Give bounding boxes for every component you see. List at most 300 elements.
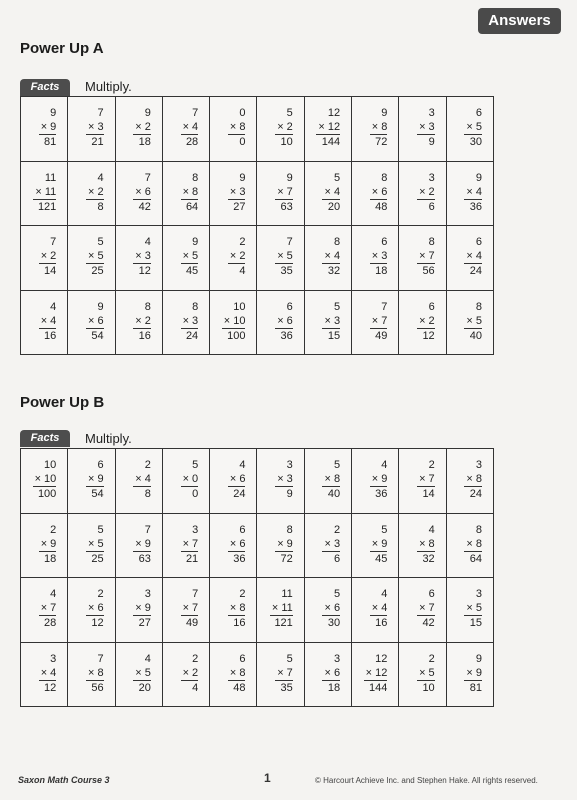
fact-cell xyxy=(116,643,163,708)
multiplicand: 5 xyxy=(333,171,341,184)
product: 100 xyxy=(227,329,246,342)
footer-copyright: © Harcourt Achieve Inc. and Stephen Hake. All rights reserved. xyxy=(315,776,538,785)
multiplication-problem xyxy=(275,106,293,149)
multiplicand: 7 xyxy=(192,588,199,600)
multiplier: × 7 xyxy=(419,473,435,485)
multiplication-problem xyxy=(464,587,482,630)
facts-tab-b: Facts xyxy=(20,430,70,447)
product: 42 xyxy=(422,617,435,629)
multiplier: × 6 xyxy=(87,314,104,327)
multiplier: × 6 xyxy=(135,185,151,198)
product: 12 xyxy=(138,265,151,277)
multiplication-problem xyxy=(417,171,435,214)
multiplication-problem xyxy=(370,587,388,630)
product: 42 xyxy=(138,200,151,213)
multiplication-problem xyxy=(181,106,199,149)
multiplicand: 7 xyxy=(97,652,104,665)
multiplicand: 6 xyxy=(475,236,482,248)
product: 64 xyxy=(469,552,482,565)
product: 32 xyxy=(327,265,341,277)
multiplier: × 4 xyxy=(466,250,482,262)
product: 24 xyxy=(185,329,199,342)
multiplier: × 9 xyxy=(40,121,57,133)
multiplier: × 7 xyxy=(371,314,388,327)
fact-cell xyxy=(305,291,352,356)
product: 9 xyxy=(286,488,293,500)
product: 28 xyxy=(44,617,57,629)
multiplication-problem xyxy=(181,523,199,566)
multiplier: × 3 xyxy=(182,314,199,327)
fact-cell xyxy=(210,162,257,227)
multiplication-problem xyxy=(322,458,340,501)
multiplier: × 8 xyxy=(182,185,199,198)
multiplier: × 3 xyxy=(324,314,341,327)
multiplier: × 2 xyxy=(182,666,199,679)
multiplier: × 9 xyxy=(40,537,57,550)
multiplicand: 12 xyxy=(375,652,388,665)
footer-page-number: 1 xyxy=(264,771,271,785)
multiplication-problem xyxy=(417,235,435,278)
multiplication-problem xyxy=(228,523,246,566)
multiplicand: 5 xyxy=(192,459,199,471)
product: 30 xyxy=(469,136,482,148)
multiplication-problem xyxy=(270,587,293,630)
product: 56 xyxy=(91,681,104,694)
fact-cell xyxy=(257,449,304,514)
multiplier: × 6 xyxy=(277,314,293,327)
multiplication-problem xyxy=(181,235,199,278)
fact-cell xyxy=(68,226,115,291)
product: 121 xyxy=(274,617,293,629)
multiplier: × 9 xyxy=(87,473,104,485)
product: 36 xyxy=(233,552,246,565)
multiplication-problem xyxy=(133,235,151,278)
multiplicand: 12 xyxy=(327,107,341,119)
multiplier: × 5 xyxy=(87,537,104,550)
product: 25 xyxy=(91,552,104,565)
multiplier: × 5 xyxy=(466,602,482,614)
multiplicand: 4 xyxy=(381,459,388,471)
multiplicand: 6 xyxy=(239,652,246,665)
product: 12 xyxy=(91,617,104,629)
product: 0 xyxy=(239,136,246,148)
product: 45 xyxy=(375,552,388,565)
multiplier: × 4 xyxy=(324,250,341,262)
multiplier: × 3 xyxy=(419,121,435,133)
fact-cell xyxy=(399,97,446,162)
multiplicand: 5 xyxy=(381,523,388,536)
product: 40 xyxy=(469,329,482,342)
product: 48 xyxy=(233,681,246,694)
multiplicand: 8 xyxy=(144,300,151,313)
multiplicand: 4 xyxy=(50,588,57,600)
product: 20 xyxy=(327,200,341,213)
multiplication-problem xyxy=(133,523,151,566)
multiplication-problem xyxy=(417,587,435,630)
product: 14 xyxy=(44,265,57,277)
multiplicand: 9 xyxy=(475,652,482,665)
multiplicand: 2 xyxy=(239,236,246,248)
multiplication-problem xyxy=(417,458,435,501)
fact-cell xyxy=(305,226,352,291)
multiplier: × 3 xyxy=(87,121,104,133)
product: 35 xyxy=(280,265,293,277)
multiplier: × 9 xyxy=(135,537,151,550)
multiplicand: 3 xyxy=(286,459,293,471)
multiplier: × 2 xyxy=(135,121,151,133)
fact-cell xyxy=(116,226,163,291)
product: 24 xyxy=(233,488,246,500)
fact-cell xyxy=(447,291,494,356)
multiplier: × 7 xyxy=(40,602,57,614)
multiplication-problem xyxy=(86,171,104,214)
fact-cell xyxy=(21,162,68,227)
multiplicand: 6 xyxy=(475,107,482,119)
product: 81 xyxy=(44,136,57,148)
multiplication-problem xyxy=(370,458,388,501)
fact-cell xyxy=(68,162,115,227)
multiplicand: 3 xyxy=(428,107,435,119)
product: 100 xyxy=(37,488,57,500)
multiplication-problem xyxy=(228,587,246,630)
fact-cell xyxy=(163,291,210,356)
footer-book-title: Saxon Math Course 3 xyxy=(18,775,110,785)
product: 21 xyxy=(91,136,104,148)
multiplicand: 9 xyxy=(286,171,293,184)
product: 36 xyxy=(375,488,388,500)
multiplicand: 9 xyxy=(50,107,57,119)
product: 16 xyxy=(138,329,151,342)
multiplier: × 7 xyxy=(419,250,435,262)
product: 0 xyxy=(192,488,199,500)
fact-cell xyxy=(257,578,304,643)
multiplier: × 4 xyxy=(135,473,151,485)
multiplication-problem xyxy=(275,652,293,695)
multiplier: × 6 xyxy=(229,473,246,485)
multiplication-problem xyxy=(464,235,482,278)
multiplier: × 5 xyxy=(87,250,104,262)
fact-cell xyxy=(399,226,446,291)
multiplication-problem xyxy=(86,235,104,278)
product: 16 xyxy=(44,329,57,342)
instruction-a: Multiply. xyxy=(85,79,132,94)
fact-cell xyxy=(210,514,257,579)
fact-cell xyxy=(210,643,257,708)
multiplicand: 9 xyxy=(239,171,246,184)
fact-cell xyxy=(447,97,494,162)
multiplication-problem xyxy=(33,458,57,501)
multiplication-problem xyxy=(133,652,151,695)
product: 18 xyxy=(327,681,341,694)
product: 56 xyxy=(422,265,435,277)
product: 32 xyxy=(422,552,435,565)
multiplicand: 9 xyxy=(144,107,151,119)
fact-cell xyxy=(257,514,304,579)
multiplier: × 4 xyxy=(182,121,199,133)
multiplication-problem xyxy=(275,235,293,278)
multiplier: × 5 xyxy=(182,250,199,262)
fact-cell xyxy=(352,514,399,579)
fact-cell xyxy=(257,97,304,162)
fact-cell xyxy=(352,162,399,227)
multiplication-problem xyxy=(133,106,151,149)
multiplicand: 4 xyxy=(144,652,151,665)
multiplier: × 8 xyxy=(229,121,246,133)
product: 35 xyxy=(280,681,293,694)
multiplicand: 8 xyxy=(192,300,199,313)
multiplier: × 8 xyxy=(324,473,341,485)
multiplicand: 7 xyxy=(50,236,57,248)
multiplier: × 3 xyxy=(135,250,151,262)
multiplication-problem xyxy=(86,300,104,343)
multiplier: × 2 xyxy=(40,250,57,262)
fact-cell xyxy=(305,97,352,162)
facts-grid-a xyxy=(20,96,494,355)
multiplication-problem xyxy=(228,458,246,501)
fact-cell xyxy=(305,578,352,643)
multiplicand: 7 xyxy=(381,300,388,313)
multiplication-problem xyxy=(133,587,151,630)
fact-cell xyxy=(68,643,115,708)
fact-cell xyxy=(21,226,68,291)
multiplication-problem xyxy=(228,171,246,214)
product: 30 xyxy=(327,617,341,629)
multiplication-problem xyxy=(370,106,388,149)
multiplier: × 5 xyxy=(277,250,293,262)
multiplier: × 10 xyxy=(223,314,246,327)
fact-cell xyxy=(21,291,68,356)
fact-cell xyxy=(210,226,257,291)
fact-cell xyxy=(21,578,68,643)
multiplicand: 8 xyxy=(286,523,293,536)
product: 72 xyxy=(375,136,388,148)
multiplication-problem xyxy=(464,300,482,343)
fact-cell xyxy=(163,514,210,579)
product: 21 xyxy=(185,552,199,565)
multiplicand: 6 xyxy=(428,300,435,313)
multiplicand: 11 xyxy=(281,588,293,600)
multiplier: × 9 xyxy=(371,537,388,550)
product: 6 xyxy=(428,200,435,213)
fact-cell xyxy=(305,162,352,227)
fact-cell xyxy=(116,162,163,227)
multiplier: × 11 xyxy=(271,602,293,614)
fact-cell xyxy=(352,643,399,708)
multiplicand: 2 xyxy=(239,588,246,600)
product: 16 xyxy=(375,617,388,629)
multiplication-problem xyxy=(417,523,435,566)
multiplier: × 7 xyxy=(419,602,435,614)
product: 54 xyxy=(91,329,104,342)
fact-cell xyxy=(399,643,446,708)
multiplicand: 5 xyxy=(97,236,104,248)
multiplication-problem xyxy=(181,652,199,695)
product: 63 xyxy=(280,200,293,213)
multiplicand: 3 xyxy=(144,588,151,600)
fact-cell xyxy=(352,578,399,643)
product: 18 xyxy=(44,552,57,565)
fact-cell xyxy=(447,226,494,291)
multiplier: × 8 xyxy=(466,537,482,550)
multiplier: × 6 xyxy=(324,602,341,614)
multiplication-problem xyxy=(370,300,388,343)
product: 18 xyxy=(138,136,151,148)
multiplication-problem xyxy=(322,235,340,278)
multiplier: × 5 xyxy=(466,121,482,133)
multiplication-problem xyxy=(228,106,246,149)
product: 64 xyxy=(185,200,199,213)
fact-cell xyxy=(163,162,210,227)
multiplicand: 4 xyxy=(381,588,388,600)
fact-cell xyxy=(163,226,210,291)
multiplication-problem xyxy=(322,171,340,214)
fact-cell xyxy=(116,578,163,643)
product: 12 xyxy=(422,329,435,342)
product: 40 xyxy=(327,488,341,500)
multiplier: × 12 xyxy=(365,666,388,679)
multiplicand: 3 xyxy=(475,588,482,600)
multiplicand: 6 xyxy=(428,588,435,600)
multiplier: × 6 xyxy=(371,185,388,198)
fact-cell xyxy=(447,449,494,514)
multiplication-problem xyxy=(417,652,435,695)
multiplicand: 2 xyxy=(97,588,104,600)
multiplication-problem xyxy=(322,300,340,343)
multiplicand: 9 xyxy=(97,300,104,313)
multiplier: × 8 xyxy=(229,602,246,614)
multiplication-problem xyxy=(181,171,199,214)
fact-cell xyxy=(447,643,494,708)
multiplication-problem xyxy=(464,106,482,149)
multiplier: × 3 xyxy=(371,250,388,262)
multiplier: × 5 xyxy=(419,666,435,679)
multiplier: × 7 xyxy=(277,185,293,198)
fact-cell xyxy=(257,291,304,356)
product: 144 xyxy=(321,136,341,148)
fact-cell xyxy=(399,578,446,643)
multiplicand: 7 xyxy=(192,107,199,119)
multiplicand: 4 xyxy=(428,523,435,536)
fact-cell xyxy=(68,97,115,162)
multiplier: × 5 xyxy=(466,314,482,327)
product: 72 xyxy=(280,552,293,565)
multiplication-problem xyxy=(275,300,293,343)
multiplication-problem xyxy=(417,106,435,149)
fact-cell xyxy=(210,578,257,643)
fact-cell xyxy=(68,449,115,514)
multiplicand: 4 xyxy=(50,300,57,313)
multiplier: × 11 xyxy=(35,185,57,198)
fact-cell xyxy=(399,291,446,356)
product: 36 xyxy=(469,200,482,213)
fact-cell xyxy=(447,514,494,579)
multiplicand: 5 xyxy=(286,107,293,119)
fact-cell xyxy=(399,162,446,227)
product: 6 xyxy=(333,552,341,565)
multiplicand: 9 xyxy=(381,107,388,119)
multiplier: × 2 xyxy=(229,250,246,262)
multiplication-problem xyxy=(275,171,293,214)
multiplication-problem xyxy=(364,652,388,695)
fact-cell xyxy=(68,578,115,643)
fact-cell xyxy=(399,514,446,579)
multiplication-problem xyxy=(86,652,104,695)
multiplicand: 5 xyxy=(333,588,341,600)
multiplication-problem xyxy=(181,458,199,501)
fact-cell xyxy=(116,449,163,514)
multiplier: × 0 xyxy=(182,473,199,485)
multiplicand: 6 xyxy=(97,459,104,471)
fact-cell xyxy=(210,97,257,162)
multiplicand: 8 xyxy=(381,171,388,184)
multiplication-problem xyxy=(370,523,388,566)
product: 9 xyxy=(428,136,435,148)
product: 28 xyxy=(185,136,199,148)
product: 8 xyxy=(144,488,151,500)
multiplier: × 4 xyxy=(324,185,341,198)
product: 144 xyxy=(369,681,388,694)
fact-cell xyxy=(352,226,399,291)
multiplication-problem xyxy=(322,587,340,630)
fact-cell xyxy=(399,449,446,514)
multiplication-problem xyxy=(86,523,104,566)
multiplier: × 4 xyxy=(466,185,482,198)
section-title-power-up-b: Power Up B xyxy=(20,394,105,411)
product: 12 xyxy=(44,681,57,694)
multiplication-problem xyxy=(133,171,151,214)
product: 15 xyxy=(327,329,341,342)
multiplication-problem xyxy=(39,235,57,278)
facts-grid-b xyxy=(20,448,494,707)
fact-cell xyxy=(163,643,210,708)
multiplier: × 4 xyxy=(371,602,388,614)
multiplier: × 6 xyxy=(229,537,246,550)
multiplicand: 10 xyxy=(233,300,246,313)
fact-cell xyxy=(163,578,210,643)
multiplication-problem xyxy=(86,458,104,501)
multiplier: × 2 xyxy=(87,185,104,198)
multiplier: × 9 xyxy=(277,537,293,550)
multiplicand: 9 xyxy=(475,171,482,184)
multiplication-problem xyxy=(181,587,199,630)
multiplication-problem xyxy=(464,523,482,566)
multiplier: × 3 xyxy=(277,473,293,485)
product: 25 xyxy=(91,265,104,277)
multiplicand: 4 xyxy=(97,171,104,184)
multiplicand: 2 xyxy=(192,652,199,665)
multiplication-problem xyxy=(133,458,151,501)
multiplication-problem xyxy=(228,235,246,278)
multiplier: × 10 xyxy=(34,473,57,485)
fact-cell xyxy=(305,643,352,708)
multiplicand: 2 xyxy=(333,523,341,536)
multiplication-problem xyxy=(228,652,246,695)
multiplicand: 8 xyxy=(333,236,341,248)
multiplicand: 2 xyxy=(428,459,435,471)
multiplicand: 3 xyxy=(333,652,341,665)
fact-cell xyxy=(352,97,399,162)
multiplier: × 4 xyxy=(40,666,57,679)
multiplier: × 3 xyxy=(324,537,341,550)
multiplicand: 6 xyxy=(286,300,293,313)
multiplier: × 3 xyxy=(229,185,246,198)
multiplication-problem xyxy=(39,652,57,695)
multiplication-problem xyxy=(39,587,57,630)
multiplication-problem xyxy=(33,171,56,214)
product: 15 xyxy=(469,617,482,629)
multiplicand: 2 xyxy=(50,523,57,536)
multiplicand: 4 xyxy=(239,459,246,471)
